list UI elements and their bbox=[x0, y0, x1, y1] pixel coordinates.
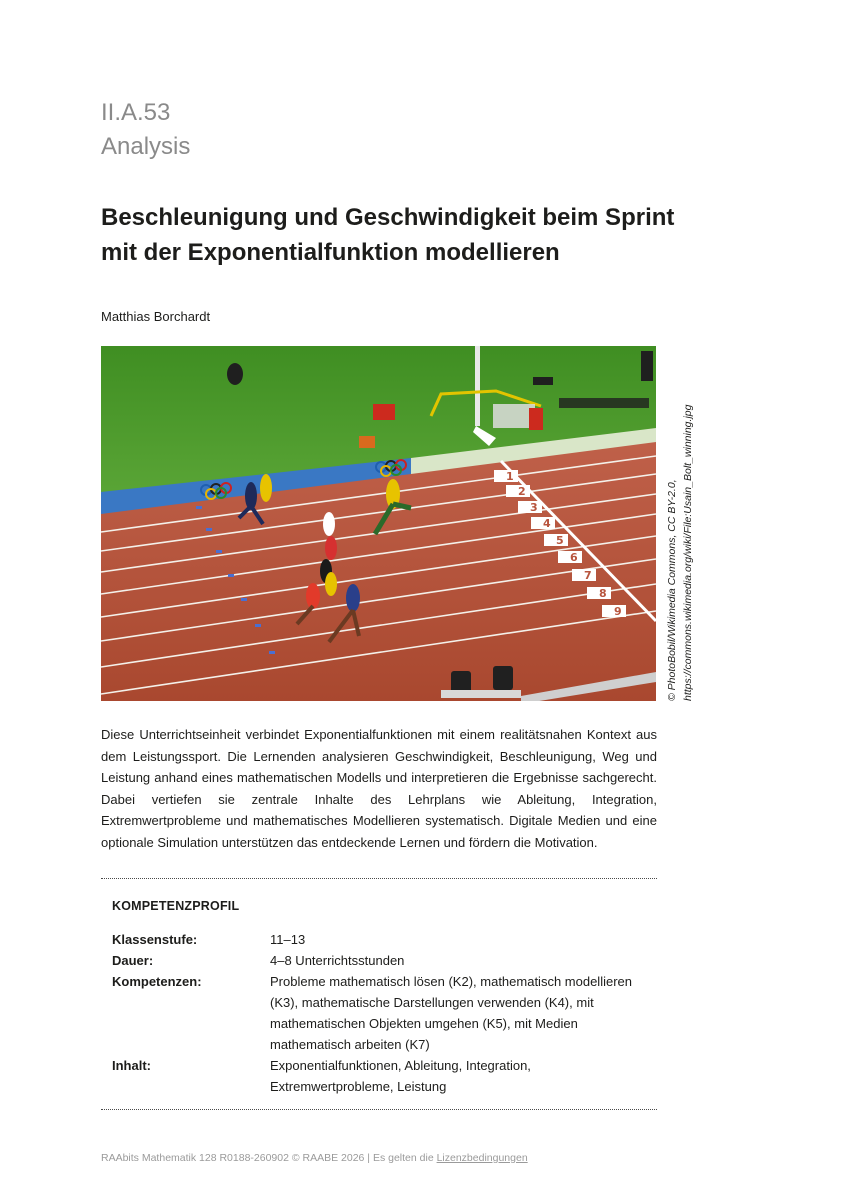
lane-label-5: 5 bbox=[556, 534, 564, 547]
profile-label: Inhalt: bbox=[112, 1058, 151, 1073]
profile-bottom-divider bbox=[101, 1109, 657, 1110]
lane-label-1: 1 bbox=[506, 470, 514, 483]
competence-profile bbox=[112, 929, 647, 1097]
series-heading bbox=[101, 96, 190, 164]
profile-value: 11–13 bbox=[270, 932, 306, 947]
series-code: II.A.53 bbox=[101, 99, 171, 126]
photo-credit bbox=[664, 346, 700, 701]
profile-label: Dauer: bbox=[112, 953, 154, 968]
lane-label-2: 2 bbox=[518, 485, 526, 498]
lane-label-4: 4 bbox=[543, 517, 551, 530]
page-title bbox=[101, 200, 701, 270]
profile-value: 4–8 Unterrichtsstunden bbox=[270, 953, 405, 968]
profile-label: Klassenstufe: bbox=[112, 932, 198, 947]
profile-row-competences bbox=[112, 971, 647, 1055]
lane-label-9: 9 bbox=[614, 605, 622, 618]
profile-row-content bbox=[112, 1055, 647, 1097]
author-name: Matthias Borchardt bbox=[101, 309, 211, 324]
lane-label-8: 8 bbox=[599, 587, 607, 600]
credit-copyright: © PhotoBobil/Wikimedia Commons, CC BY-2.0, bbox=[666, 479, 678, 701]
title-line-1: Beschleunigung und Geschwindigkeit beim Sprint bbox=[101, 204, 675, 231]
credit-url[interactable]: https://commons.wikimedia.org/wiki/File:Usain_Bolt_winning.jpg bbox=[682, 404, 694, 701]
profile-top-divider bbox=[101, 878, 657, 879]
license-link[interactable]: Lizenzbedingungen bbox=[436, 1152, 528, 1164]
footer-text: RAAbits Mathematik 128 R0188-260902 © RAABE 2026 | Es gelten die bbox=[101, 1152, 437, 1164]
lane-label-7: 7 bbox=[584, 569, 592, 582]
profile-row-grade bbox=[112, 929, 647, 950]
lane-label-6: 6 bbox=[570, 551, 578, 564]
intro-paragraph: Diese Unterrichtseinheit verbindet Exponentialfunktionen mit einem realitätsnahen Kontext aus dem Leistungssport. Die Lernenden analysieren Geschwindigkeit, Beschleunigung, Weg und Leistung anhand eines mathematischen Modells und interpretieren die Ergebnisse sachgerecht. Dabei vertiefen sie zentrale Inhalte des Lehrplans wie Ableitung, Integration, Extremwertprobleme und mathematisches Modellieren systematisch. Digitale Medien und eine optionale Simulation unterstützen das entdeckende Lernen und fördern die Motivation. bbox=[101, 727, 657, 850]
profile-heading: KOMPETENZPROFIL bbox=[112, 899, 240, 913]
profile-label: Kompetenzen: bbox=[112, 974, 202, 989]
sprint-photo bbox=[101, 346, 656, 701]
profile-value: Probleme mathematisch lösen (K2), mathematisch modellieren (K3), mathematische Darstellungen verwenden (K4), mit mathematischen Objekten umgehen (K5), mit Medien mathematisch arbeiten (K7) bbox=[270, 974, 632, 1052]
profile-row-duration bbox=[112, 950, 647, 971]
lane-label-3: 3 bbox=[530, 501, 538, 514]
page-footer bbox=[101, 1152, 528, 1164]
series-subject: Analysis bbox=[101, 133, 191, 160]
title-line-2: mit der Exponentialfunktion modellieren bbox=[101, 239, 560, 266]
profile-value: Exponentialfunktionen, Ableitung, Integration, Extremwertprobleme, Leistung bbox=[270, 1058, 531, 1094]
